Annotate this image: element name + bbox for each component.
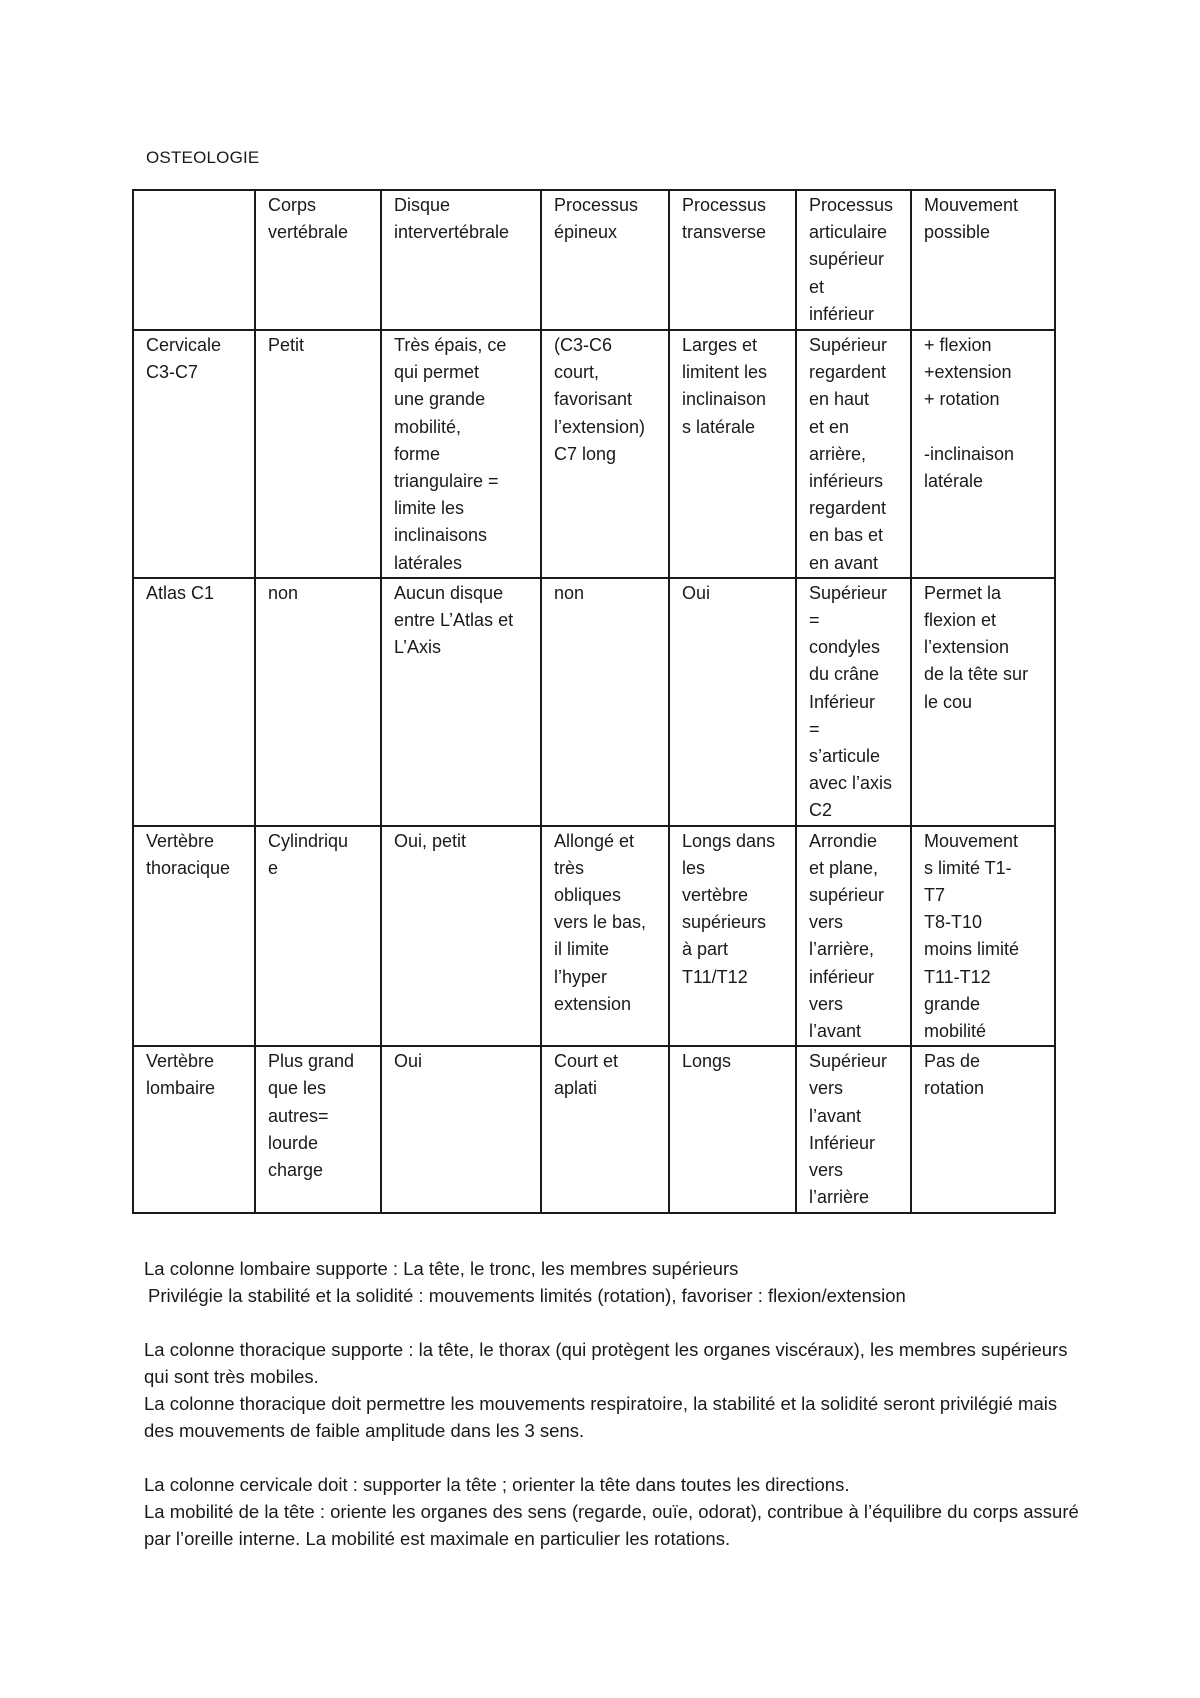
header-disque-intervertebrale: Disque intervertébrale (381, 190, 541, 330)
header-processus-articulaire: Processus articulaire supérieur et inférieur (796, 190, 911, 330)
note-lombaire-stabilite: Privilégie la stabilité et la solidité : mouvements limités (rotation), favoriser : flexion/extension (148, 1285, 906, 1306)
row-label-thoracique: Vertèbre thoracique (133, 826, 255, 1047)
table-cell: Supérieur vers l’avant Inférieur vers l’arrière (796, 1046, 911, 1213)
row-label-cervicale: Cervicale C3-C7 (133, 330, 255, 578)
table-cell: Supérieur regardent en haut et en arrière, inférieurs regardent en bas et en avant (796, 330, 911, 578)
table-cell: non (255, 578, 381, 826)
table-cell: Très épais, ce qui permet une grande mobilité, forme triangulaire = limite les inclinaisons latérales (381, 330, 541, 578)
table-cell: Longs dans les vertèbre supérieurs à part T11/T12 (669, 826, 796, 1047)
row-label-atlas: Atlas C1 (133, 578, 255, 826)
table-row (133, 330, 1055, 578)
page-title: OSTEOLOGIE (146, 148, 260, 167)
table-cell: Plus grand que les autres= lourde charge (255, 1046, 381, 1213)
table-cell: Longs (669, 1046, 796, 1213)
table-cell: Permet la flexion et l’extension de la tête sur le cou (911, 578, 1055, 826)
header-processus-transverse: Processus transverse (669, 190, 796, 330)
table-cell: Oui (669, 578, 796, 826)
header-cell-empty (133, 190, 255, 330)
row-label-lombaire: Vertèbre lombaire (133, 1046, 255, 1213)
table-cell: (C3-C6 court, favorisant l’extension) C7 long (541, 330, 669, 578)
table-row (133, 826, 1055, 1047)
table-cell: Oui, petit (381, 826, 541, 1047)
table-cell: Allongé et très obliques vers le bas, il limite l’hyper extension (541, 826, 669, 1047)
table-cell: + flexion +extension + rotation -inclinaison latérale (911, 330, 1055, 578)
header-corps-vertebrale: Corps vertébrale (255, 190, 381, 330)
table-cell: Oui (381, 1046, 541, 1213)
table-row (133, 578, 1055, 826)
header-processus-epineux: Processus épineux (541, 190, 669, 330)
note-thoracique-mouvements: La colonne thoracique doit permettre les mouvements respiratoire, la stabilité et la solidité seront privilégié mais des mouvements de faible amplitude dans les 3 sens. (144, 1393, 1058, 1441)
table-row (133, 1046, 1055, 1213)
table-cell: non (541, 578, 669, 826)
note-cervicale-mobilite: La mobilité de la tête : oriente les organes des sens (regarde, ouïe, odorat), contribue à l’équilibre du corps assuré par l’oreille interne. La mobilité est maximale en particulier les rotations. (144, 1501, 1079, 1549)
table-cell: Supérieur = condyles du crâne Inférieur = s’articule avec l’axis C2 (796, 578, 911, 826)
header-mouvement-possible: Mouvement possible (911, 190, 1055, 330)
table-cell: Court et aplati (541, 1046, 669, 1213)
note-cervicale-role: La colonne cervicale doit : supporter la tête ; orienter la tête dans toutes les directions. (144, 1474, 850, 1495)
table-header-row (133, 190, 1055, 330)
table-cell: Mouvement s limité T1- T7 T8-T10 moins limité T11-T12 grande mobilité (911, 826, 1055, 1047)
table-cell: Cylindriqu e (255, 826, 381, 1047)
note-thoracique-support: La colonne thoracique supporte : la tête, le thorax (qui protègent les organes viscéraux), les membres supérieurs qui sont très mobiles. (144, 1339, 1068, 1387)
notes-section (144, 1255, 1084, 1552)
table-cell: Petit (255, 330, 381, 578)
table-cell: Pas de rotation (911, 1046, 1055, 1213)
table-cell: Larges et limitent les inclinaison s latérale (669, 330, 796, 578)
table-cell: Aucun disque entre L’Atlas et L’Axis (381, 578, 541, 826)
note-lombaire-support: La colonne lombaire supporte : La tête, le tronc, les membres supérieurs (144, 1258, 739, 1279)
osteology-table (132, 189, 1056, 1214)
table-cell: Arrondie et plane, supérieur vers l’arrière, inférieur vers l’avant (796, 826, 911, 1047)
